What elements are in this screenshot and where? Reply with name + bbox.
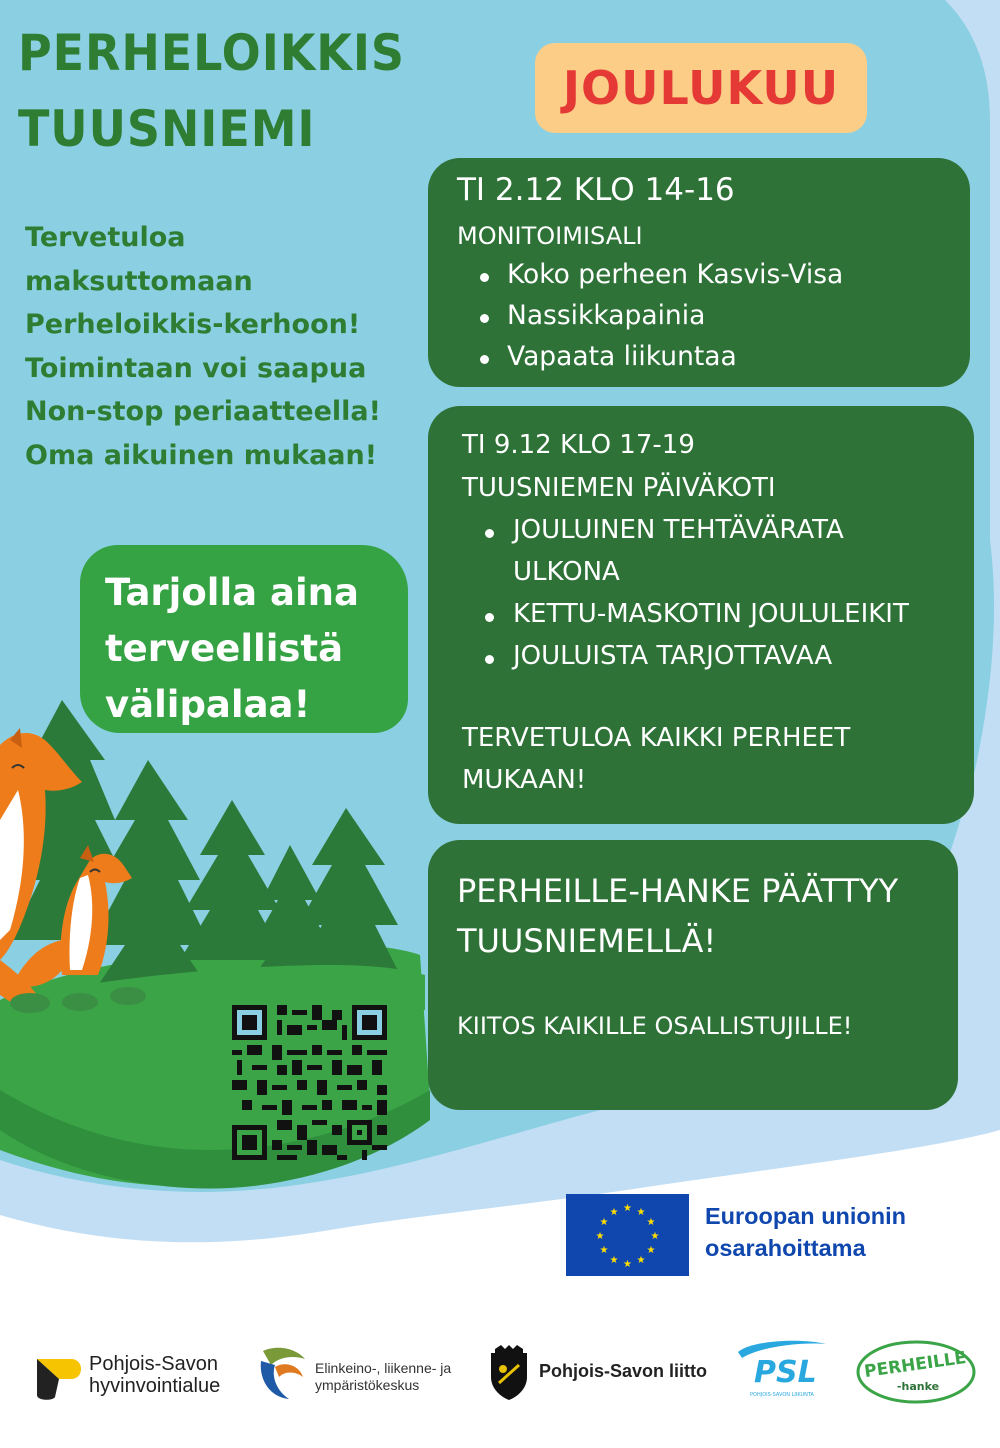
svg-text:PERHEILLE: PERHEILLE (863, 1348, 968, 1383)
bullet-icon (485, 655, 494, 664)
svg-text:★: ★ (636, 1255, 646, 1266)
logo-psl (732, 1338, 832, 1402)
eu-funding-text: Euroopan unionin osarahoittama (705, 1203, 907, 1261)
thanks-text: KIITOS KAIKILLE OSALLISTUJILLE! (457, 1012, 853, 1040)
ely-logo-icon (255, 1345, 307, 1401)
bullet-icon (480, 314, 489, 323)
svg-text:★: ★ (646, 1217, 656, 1228)
event-1-panel: TI 2.12 KLO 14-16 MONITOIMISALI Koko perheen Kasvis-Visa Nassikkapainia Vapaata liikuntaa (428, 158, 970, 387)
logo-pohjois-savon-liitto: Pohjois-Savon liitto (487, 1345, 717, 1403)
eu-flag-icon (566, 1194, 689, 1276)
welcome-line: Tervetuloa (25, 222, 186, 253)
svg-text:★: ★ (636, 1207, 646, 1218)
svg-text:★: ★ (595, 1231, 605, 1242)
event-2-closing-line1: TERVETULOA KAIKKI PERHEET (462, 723, 851, 753)
event-2-place: TUUSNIEMEN PÄIVÄKOTI (462, 473, 776, 503)
welcome-line: Oma aikuinen mukaan! (25, 439, 378, 471)
svg-text:★: ★ (650, 1231, 660, 1242)
project-ending-panel (428, 840, 958, 1110)
project-ending-headline-line1: PERHEILLE-HANKE PÄÄTTYY (457, 872, 899, 910)
snack-speech-bubble (80, 545, 408, 733)
svg-text:★: ★ (609, 1207, 619, 1218)
svg-text:PSL: PSL (754, 1355, 817, 1390)
snack-line: Tarjolla aina (105, 571, 359, 614)
bullet-icon (480, 273, 489, 282)
month-badge: JOULUKUU (535, 43, 867, 133)
event-2-closing-line2: MUKAAN! (462, 765, 587, 795)
event-1-place: MONITOIMISALI (457, 222, 643, 250)
welcome-line: Perheloikkis-kerhoon! (25, 309, 361, 340)
snack-line: terveellistä (105, 627, 344, 670)
event-2-panel: TI 9.12 KLO 17-19 TUUSNIEMEN PÄIVÄKOTI JOULUINEN TEHTÄVÄRATA ULKONA KETTU-MASKOTIN JOULULEIKIT JOULUISTA TARJOTTAVAA TERVETULOA KAIKKI PERHEET MUKAAN! (428, 406, 974, 824)
welcome-line: maksuttomaan (25, 265, 253, 297)
psl-logo-icon (732, 1338, 832, 1402)
snack-line: välipalaa! (105, 683, 311, 726)
bullet-icon (485, 529, 494, 538)
welcome-line: Toimintaan voi saapua (25, 352, 367, 384)
page-title-line2: TUUSNIEMI (18, 100, 316, 158)
bullet-icon (480, 355, 489, 364)
logo-ely-keskus: Elinkeino-, liikenne- ja ympäristökeskus (255, 1345, 475, 1403)
svg-text:★: ★ (609, 1255, 619, 1266)
event-2-item-continuation: ULKONA (513, 557, 620, 587)
qr-code[interactable] (232, 1005, 387, 1160)
svg-text:★: ★ (646, 1245, 656, 1256)
welcome-text (25, 216, 425, 477)
welcome-line: Non-stop periaatteella! (25, 396, 381, 427)
svg-text:★: ★ (599, 1245, 609, 1256)
coat-of-arms-icon (487, 1345, 531, 1401)
event-2-datetime: TI 9.12 KLO 17-19 (462, 430, 695, 460)
event-1-datetime: TI 2.12 KLO 14-16 (457, 172, 735, 208)
page-title-line1: PERHELOIKKIS (18, 24, 405, 82)
svg-text:-hanke: -hanke (896, 1380, 940, 1393)
project-ending-headline-line2: TUUSNIEMELLÄ! (457, 922, 717, 960)
psh-logo-icon (37, 1355, 81, 1401)
svg-text:★: ★ (623, 1203, 632, 1214)
logo-pohjois-savon-hyvinvointialue: Pohjois-Savon hyvinvointialue (37, 1353, 247, 1403)
svg-text:★: ★ (599, 1217, 609, 1228)
svg-text:POHJOIS-SAVON LIIKUNTA: POHJOIS-SAVON LIIKUNTA (750, 1392, 814, 1398)
bullet-icon (485, 613, 494, 622)
logo-perheille-hanke (856, 1340, 976, 1404)
perheille-logo-icon (856, 1340, 976, 1404)
svg-text:★: ★ (623, 1259, 632, 1270)
